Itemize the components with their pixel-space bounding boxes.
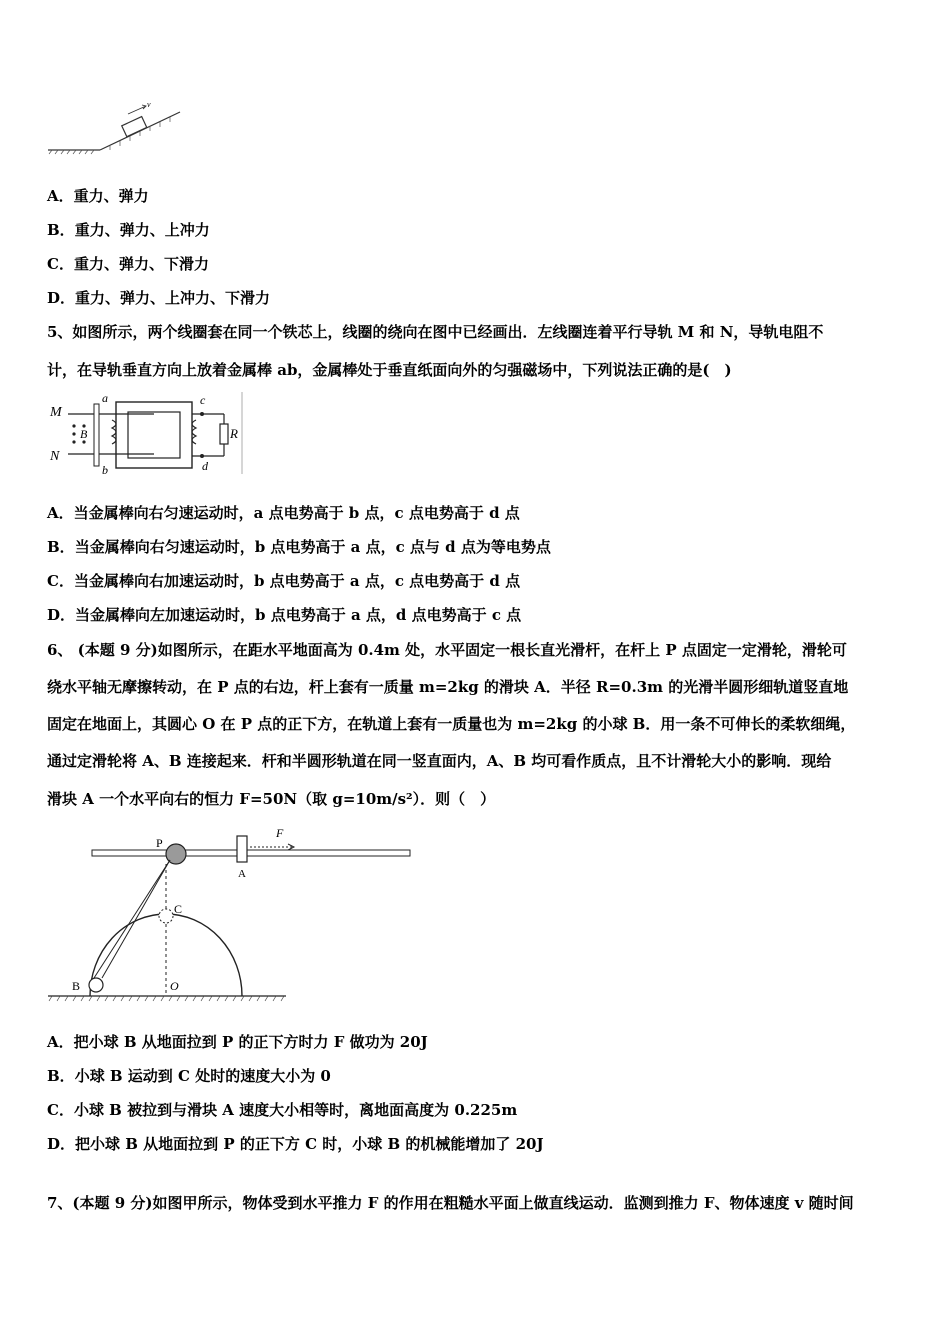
q6-option-b: B．小球 B 运动到 C 处时的速度大小为 0 [47,1067,331,1085]
q7-stem-line1: 7、(本题 9 分)如图甲所示，物体受到水平推力 F 的作用在粗糙水平面上做直线运动．监测到推力 F、物体速度 v 随时间 [47,1194,854,1212]
svg-text:M: M [50,405,62,420]
svg-text:B: B [80,427,88,441]
q4-option-d: D．重力、弹力、上冲力、下滑力 [47,289,271,307]
q5-option-d: D．当金属棒向左加速运动时，b 点电势高于 a 点，d 点电势高于 c 点 [47,606,522,624]
q4-option-b: B．重力、弹力、上冲力 [47,221,210,239]
svg-text:C: C [174,902,183,916]
q6-stem-line2: 绕水平轴无摩擦转动，在 P 点的右边，杆上套有一质量 m=2kg 的滑块 A．半径 R=0.3m 的光滑半圆形细轨道竖直地 [47,678,849,696]
q6-stem-line4: 通过定滑轮将 A、B 连接起来．杆和半圆形轨道在同一竖直面内，A、B 均可看作质点，且不计滑轮大小的影响．现给 [47,752,832,770]
q5-stem-line2: 计，在导轨垂直方向上放着金属棒 ab，金属棒处于垂直纸面向外的匀强磁场中，下列说法正确的是( ) [47,361,732,379]
q6-option-c: C．小球 B 被拉到与滑块 A 速度大小相等时，离地面高度为 0.225m [47,1101,518,1119]
svg-text:a: a [102,391,108,405]
svg-text:c: c [200,393,206,407]
q6-stem-line3: 固定在地面上，其圆心 O 在 P 点的正下方，在轨道上套有一质量也为 m=2kg 的小球 B．用一条不可伸长的柔软细绳， [47,715,856,733]
q4-option-c: C．重力、弹力、下滑力 [47,255,209,273]
q5-stem-line1: 5、如图所示，两个线圈套在同一个铁芯上，线圈的绕向在图中已经画出．左线圈连着平行导轨 M 和 N，导轨电阻不 [47,323,824,341]
svg-text:F: F [276,828,284,840]
transformer-rail-figure [44,390,244,476]
pulley-semicircle-figure [44,828,414,1004]
svg-text:R: R [230,426,238,441]
svg-text:B: B [72,979,81,993]
svg-text:N: N [50,449,60,464]
q5-option-c: C．当金属棒向右加速运动时，b 点电势高于 a 点，c 点电势高于 d 点 [47,572,521,590]
svg-text:P: P [156,836,163,850]
q5-option-b: B．当金属棒向右匀速运动时，b 点电势高于 a 点，c 点与 d 点为等电势点 [47,538,551,556]
svg-text:b: b [102,463,108,476]
velocity-label: v [147,100,151,109]
svg-text:d: d [202,459,208,473]
q6-option-a: A．把小球 B 从地面拉到 P 的正下方时力 F 做功为 20J [47,1033,428,1051]
svg-text:O: O [170,979,179,993]
svg-text:A: A [238,868,246,880]
q4-option-a: A．重力、弹力 [47,187,149,205]
incline-figure [44,98,184,158]
q6-option-d: D．把小球 B 从地面拉到 P 的正下方 C 时，小球 B 的机械能增加了 20J [47,1135,544,1153]
q6-stem-line1: 6、 (本题 9 分)如图所示，在距水平地面高为 0.4m 处，水平固定一根长直光滑杆，在杆上 P 点固定一定滑轮，滑轮可 [47,641,847,659]
q6-stem-line5: 滑块 A 一个水平向右的恒力 F=50N（取 g=10m/s²）．则（ ） [47,790,496,808]
q5-option-a: A．当金属棒向右匀速运动时，a 点电势高于 b 点，c 点电势高于 d 点 [47,504,520,522]
